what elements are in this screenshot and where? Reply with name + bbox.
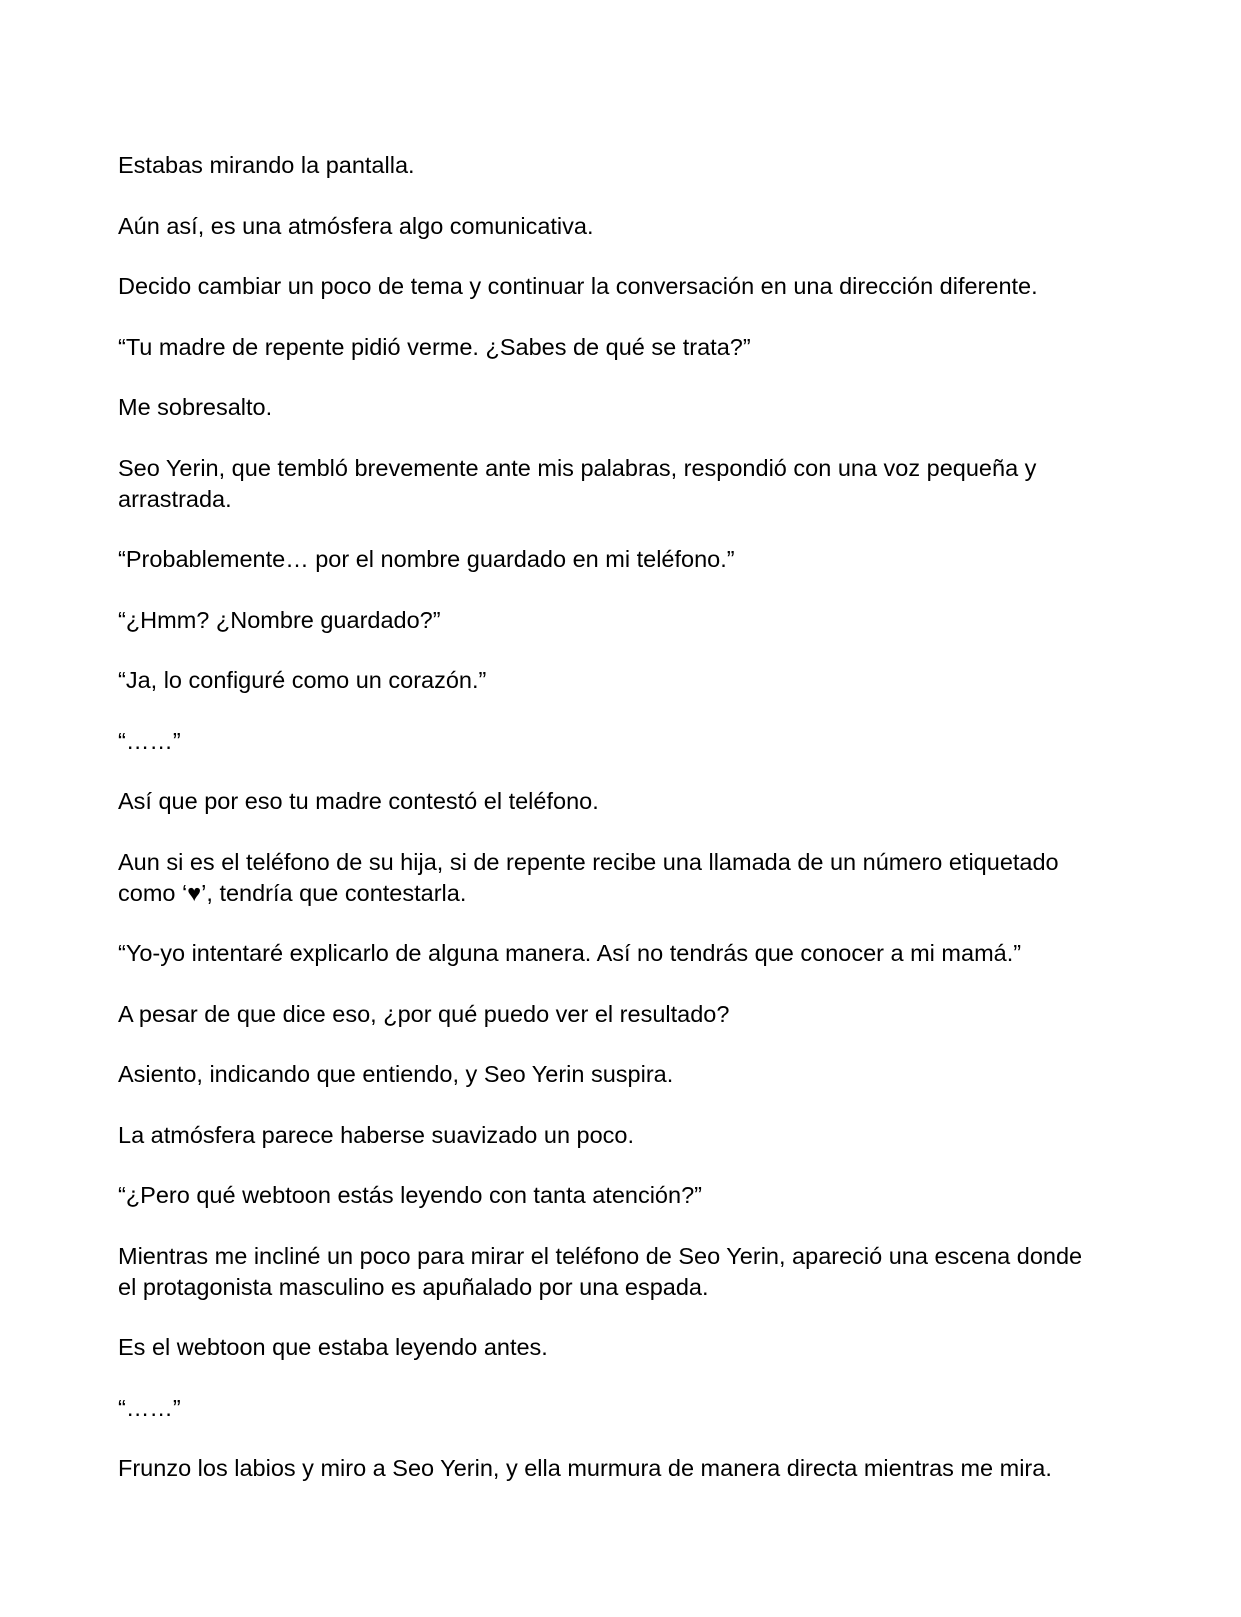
paragraph-21: Frunzo los labios y miro a Seo Yerin, y ella murmura de manera directa mientras me mira.	[118, 1455, 1052, 1481]
paragraph-16: La atmósfera parece haberse suavizado un poco.	[118, 1121, 635, 1148]
paragraph-8: “¿Hmm? ¿Nombre guardado?”	[118, 606, 441, 633]
paragraph-11: Así que por eso tu madre contestó el teléfono.	[118, 788, 599, 814]
paragraph-14: A pesar de que dice eso, ¿por qué puedo ver el resultado?	[118, 1000, 730, 1027]
paragraph-7: “Probablemente… por el nombre guardado en mi teléfono.”	[118, 546, 735, 572]
paragraph-15: Asiento, indicando que entiendo, y Seo Yerin suspira.	[118, 1061, 674, 1087]
paragraph-3: Decido cambiar un poco de tema y continuar la conversación en una dirección diferente.	[118, 273, 1038, 299]
paragraph-9: “Ja, lo configuré como un corazón.”	[118, 667, 487, 693]
paragraph-12: Aun si es el teléfono de su hija, si de repente recibe una llamada de un número etiquetado como ‘♥’, tendría que contestarla.	[118, 848, 1059, 906]
paragraph-20: “……”	[118, 1394, 181, 1421]
paragraph-17: “¿Pero qué webtoon estás leyendo con tanta atención?”	[118, 1182, 702, 1208]
paragraph-18: Mientras me incliné un poco para mirar el teléfono de Seo Yerin, apareció una escena donde el protagonista masculino es apuñalado por una espada.	[118, 1242, 1083, 1300]
paragraph-5: Me sobresalto.	[118, 394, 273, 420]
paragraph-19: Es el webtoon que estaba leyendo antes.	[118, 1334, 548, 1360]
paragraph-6: Seo Yerin, que tembló brevemente ante mis palabras, respondió con una voz pequeña y arrastrada.	[118, 454, 1037, 512]
paragraph-10: “……”	[118, 727, 181, 754]
paragraph-13: “Yo-yo intentaré explicarlo de alguna manera. Así no tendrás que conocer a mi mamá.”	[118, 940, 1022, 966]
document-page	[118, 150, 1098, 1514]
paragraph-4: “Tu madre de repente pidió verme. ¿Sabes de qué se trata?”	[118, 333, 751, 360]
paragraph-1: Estabas mirando la pantalla.	[118, 152, 415, 178]
paragraph-2: Aún así, es una atmósfera algo comunicativa.	[118, 212, 594, 239]
